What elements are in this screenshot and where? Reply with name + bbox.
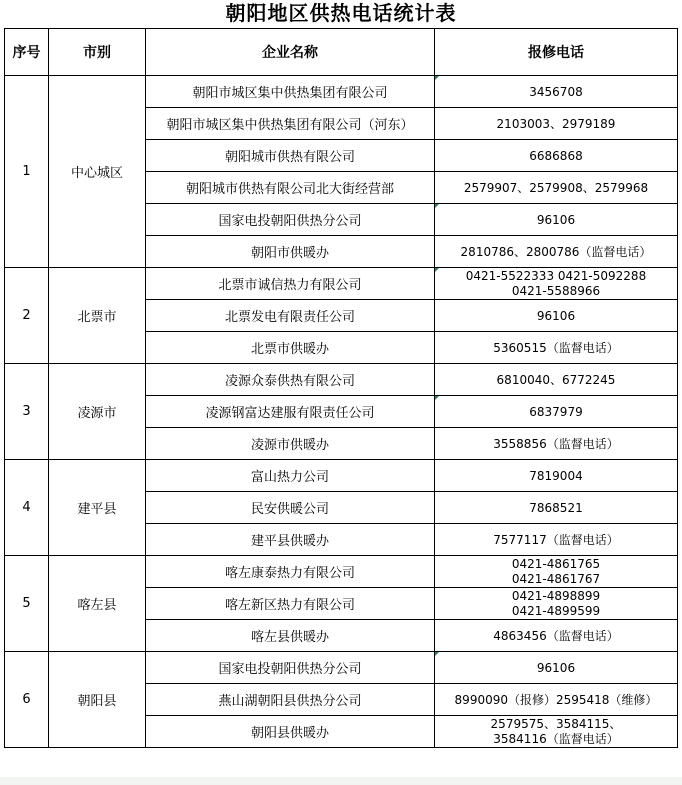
company-cell: 朝阳城市供热有限公司北大街经营部	[146, 172, 435, 204]
company-cell: 凌源钢富达建服有限责任公司	[146, 396, 435, 428]
company-cell: 朝阳市供暖办	[146, 236, 435, 268]
phone-line: 0421-5522333 0421-5092288	[465, 268, 647, 283]
phone-cell: 2810786、2800786（监督电话）	[435, 236, 678, 268]
index-cell: 1	[5, 76, 49, 268]
header-city: 市别	[49, 29, 146, 76]
company-cell: 北票市诚信热力有限公司	[146, 268, 435, 300]
phone-line: 3584116（监督电话）	[493, 731, 619, 746]
phone-line: 0421-4898899	[511, 588, 601, 603]
table-row	[5, 652, 678, 684]
phone-cell: 3456708	[435, 76, 678, 108]
phone-cell	[435, 556, 678, 588]
company-cell: 建平县供暖办	[146, 524, 435, 556]
phone-line: 0421-4899599	[511, 603, 601, 618]
company-cell: 国家电投朝阳供热分公司	[146, 204, 435, 236]
company-cell: 燕山湖朝阳县供热分公司	[146, 684, 435, 716]
city-cell: 中心城区	[49, 76, 146, 268]
company-cell: 喀左县供暖办	[146, 620, 435, 652]
header-phone: 报修电话	[435, 29, 678, 76]
table-row	[5, 460, 678, 492]
company-cell: 朝阳县供暖办	[146, 716, 435, 748]
company-cell: 凌源众泰供热有限公司	[146, 364, 435, 396]
city-cell: 喀左县	[49, 556, 146, 652]
city-cell: 建平县	[49, 460, 146, 556]
phone-cell: 7577117（监督电话）	[435, 524, 678, 556]
phone-cell	[435, 268, 678, 300]
header-row	[5, 29, 678, 76]
phone-cell: 7819004	[435, 460, 678, 492]
city-cell: 朝阳县	[49, 652, 146, 748]
company-cell: 北票市供暖办	[146, 332, 435, 364]
table-row	[5, 364, 678, 396]
header-index: 序号	[5, 29, 49, 76]
sheet-footer-strip	[0, 777, 682, 785]
phone-line: 0421-4861765	[511, 556, 601, 571]
phone-cell: 5360515（监督电话）	[435, 332, 678, 364]
company-cell: 喀左新区热力有限公司	[146, 588, 435, 620]
company-cell: 喀左康泰热力有限公司	[146, 556, 435, 588]
table-row	[5, 76, 678, 108]
company-cell: 国家电投朝阳供热分公司	[146, 652, 435, 684]
phone-cell: 96106	[435, 652, 678, 684]
phone-cell: 6837979	[435, 396, 678, 428]
city-cell: 北票市	[49, 268, 146, 364]
phone-line: 2579575、3584115、	[490, 716, 622, 731]
phone-cell: 2579907、2579908、2579968	[435, 172, 678, 204]
company-cell: 北票发电有限责任公司	[146, 300, 435, 332]
heating-phone-table	[4, 28, 678, 748]
company-cell: 朝阳市城区集中供热集团有限公司（河东）	[146, 108, 435, 140]
phone-line: 0421-5588966	[511, 283, 601, 298]
phone-cell	[435, 588, 678, 620]
city-cell: 凌源市	[49, 364, 146, 460]
company-cell: 民安供暖公司	[146, 492, 435, 524]
phone-cell: 2103003、2979189	[435, 108, 678, 140]
phone-cell: 7868521	[435, 492, 678, 524]
phone-cell: 3558856（监督电话）	[435, 428, 678, 460]
phone-cell: 4863456（监督电话）	[435, 620, 678, 652]
index-cell: 2	[5, 268, 49, 364]
company-cell: 朝阳城市供热有限公司	[146, 140, 435, 172]
phone-cell: 96106	[435, 300, 678, 332]
index-cell: 5	[5, 556, 49, 652]
page-title: 朝阳地区供热电话统计表	[225, 1, 457, 25]
table-row	[5, 268, 678, 300]
phone-cell: 6686868	[435, 140, 678, 172]
company-cell: 朝阳市城区集中供热集团有限公司	[146, 76, 435, 108]
phone-cell: 6810040、6772245	[435, 364, 678, 396]
index-cell: 6	[5, 652, 49, 748]
index-cell: 4	[5, 460, 49, 556]
company-cell: 凌源市供暖办	[146, 428, 435, 460]
table-row	[5, 556, 678, 588]
phone-line: 0421-4861767	[511, 571, 601, 586]
index-cell: 3	[5, 364, 49, 460]
company-cell: 富山热力公司	[146, 460, 435, 492]
phone-cell: 96106	[435, 204, 678, 236]
phone-cell	[435, 716, 678, 748]
header-company: 企业名称	[146, 29, 435, 76]
phone-cell: 8990090（报修）2595418（维修）	[435, 684, 678, 716]
